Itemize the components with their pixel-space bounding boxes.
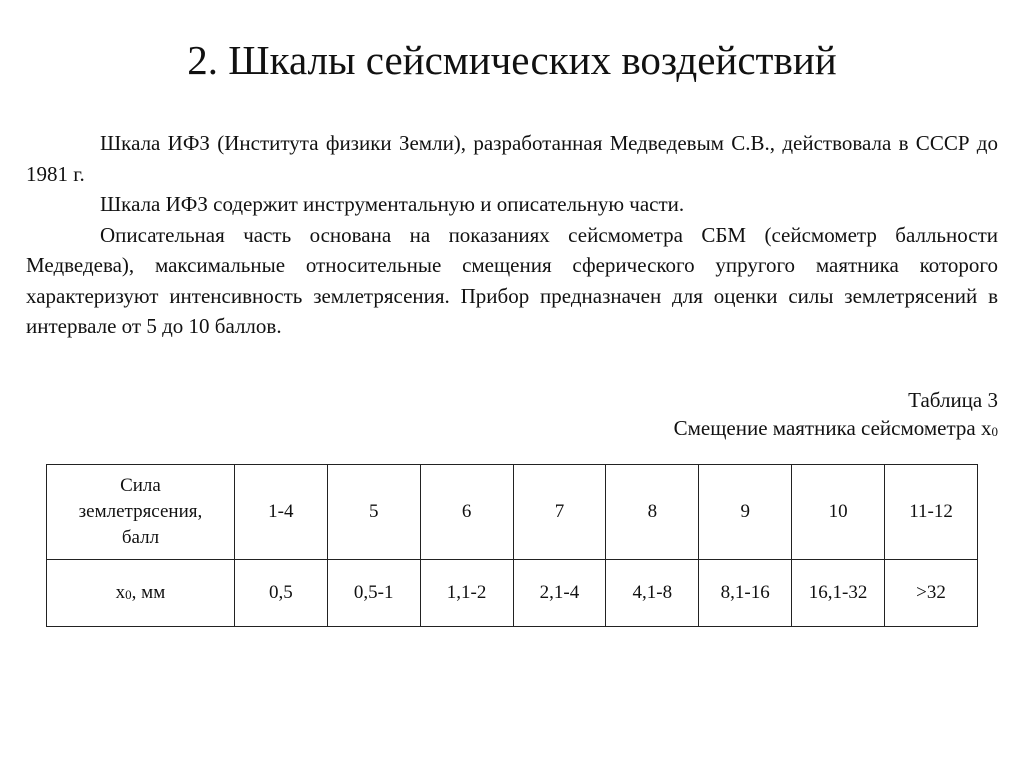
displacement-cell: 2,1-4 xyxy=(513,560,606,627)
magnitude-cell: 5 xyxy=(327,465,420,560)
displacement-label-main: x xyxy=(115,581,126,603)
displacement-label-sub: 0 xyxy=(125,586,132,602)
magnitude-row-header-text: Сила землетрясения, балл xyxy=(78,475,203,548)
table-title xyxy=(674,414,998,445)
body-text xyxy=(26,128,998,342)
displacement-cell: 0,5-1 xyxy=(327,560,420,627)
magnitude-cell: 1-4 xyxy=(234,465,327,560)
slide-title: 2. Шкалы сейсмических воздействий xyxy=(187,37,837,83)
magnitude-cell: 9 xyxy=(699,465,792,560)
displacement-row-header xyxy=(47,560,235,627)
table-number: Таблица 3 xyxy=(908,388,998,412)
table-title-text: Смещение маятника сейсмометра x xyxy=(673,416,992,440)
table-title-subscript: 0 xyxy=(991,424,998,439)
displacement-cell: 16,1-32 xyxy=(792,560,885,627)
displacement-cell: 4,1-8 xyxy=(606,560,699,627)
table-caption xyxy=(674,386,998,445)
magnitude-cell: 6 xyxy=(420,465,513,560)
magnitude-row-header xyxy=(47,465,235,560)
paragraph-ifz-parts: Шкала ИФЗ содержит инструментальную и описательную части. xyxy=(100,192,685,216)
magnitude-cell: 7 xyxy=(513,465,606,560)
displacement-row xyxy=(47,560,978,627)
magnitude-cell: 10 xyxy=(792,465,885,560)
displacement-cell: >32 xyxy=(885,560,978,627)
magnitude-cell: 8 xyxy=(606,465,699,560)
displacement-cell: 1,1-2 xyxy=(420,560,513,627)
paragraph-descriptive-part: Описательная часть основана на показаниях сейсмометра СБМ (сейсмометр балльности Медведева), максимальные относительные смещения сферического упругого маятника которого характеризуют интенсивность землетрясения. Прибор предназначен для оценки силы землетрясений в интервале от 5 до 10 баллов. xyxy=(26,222,998,338)
displacement-cell: 8,1-16 xyxy=(699,560,792,627)
paragraph-ifz-history: Шкала ИФЗ (Института физики Земли), разработанная Медведевым С.В., действовала в СССР до 1981 г. xyxy=(26,131,998,186)
magnitude-row xyxy=(47,465,978,560)
displacement-label-unit: , мм xyxy=(131,581,166,603)
displacement-cell: 0,5 xyxy=(234,560,327,627)
magnitude-cell: 11-12 xyxy=(885,465,978,560)
displacement-table xyxy=(46,464,978,627)
